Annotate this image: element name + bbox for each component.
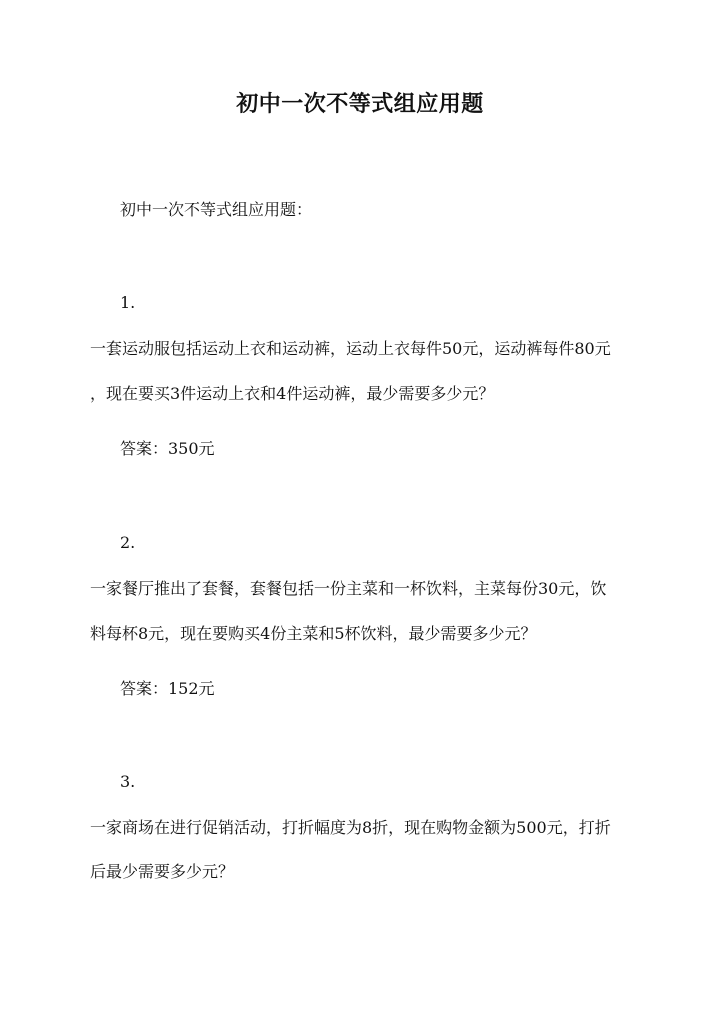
- question-1-number: 1.: [120, 293, 136, 312]
- question-1-answer: 答案：350元: [120, 439, 215, 458]
- question-1-line-1: 一套运动服包括运动上衣和运动裤，运动上衣每件50元，运动裤每件80元: [90, 339, 611, 358]
- intro-text: 初中一次不等式组应用题：: [120, 200, 313, 219]
- question-3-number: 3.: [120, 772, 136, 791]
- document-title: 初中一次不等式组应用题: [236, 91, 484, 117]
- question-3-line-1: 一家商场在进行促销活动，打折幅度为8折，现在购物金额为500元，打折: [90, 818, 611, 837]
- question-3-line-2: 后最少需要多少元？: [90, 862, 235, 881]
- question-2-answer: 答案：152元: [120, 679, 215, 698]
- question-2-line-1: 一家餐厅推出了套餐，套餐包括一份主菜和一杯饮料，主菜每份30元，饮: [90, 579, 607, 598]
- question-2-number: 2.: [120, 533, 136, 552]
- question-2-line-2: 料每杯8元，现在要购买4份主菜和5杯饮料，最少需要多少元？: [90, 624, 537, 643]
- question-1-line-2: ，现在要买3件运动上衣和4件运动裤，最少需要多少元？: [90, 384, 495, 403]
